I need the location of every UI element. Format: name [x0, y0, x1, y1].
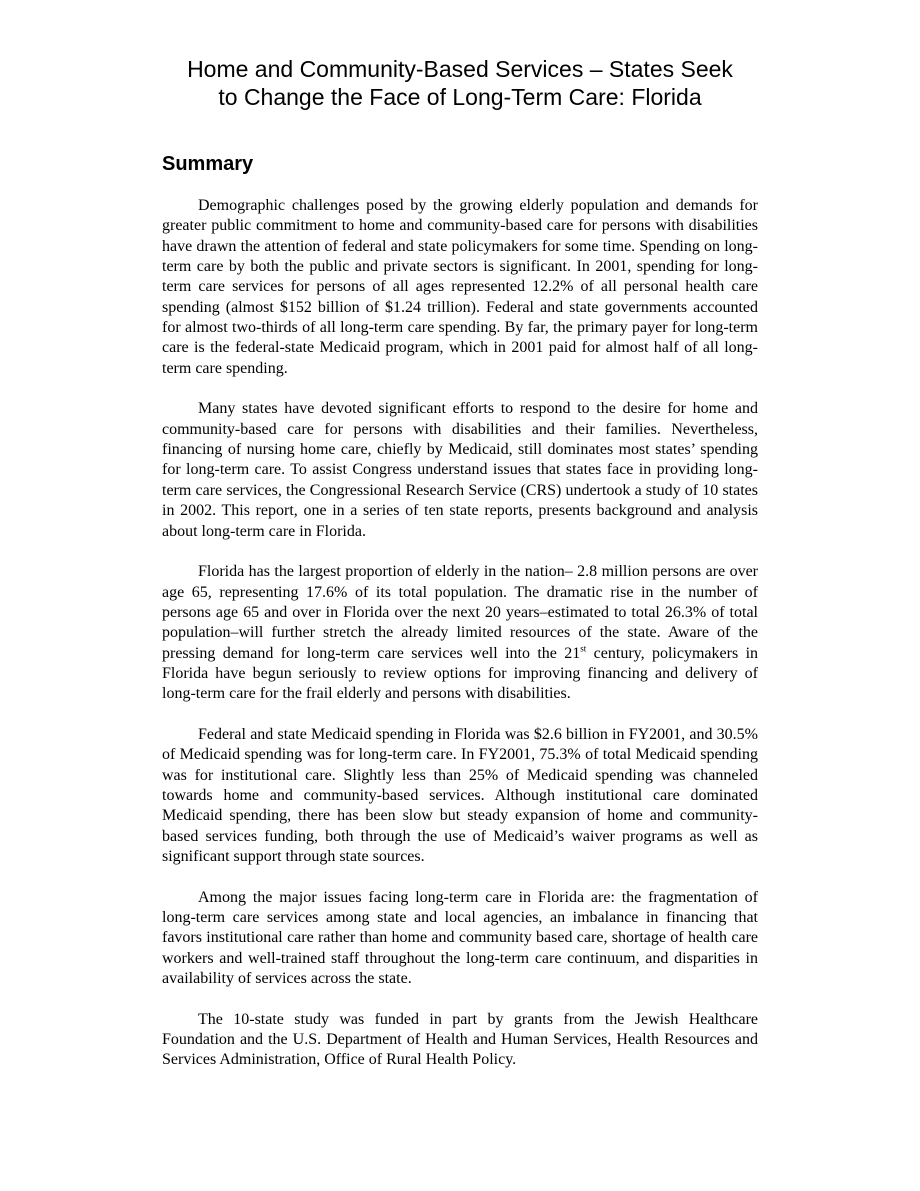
- paragraph-1: Demographic challenges posed by the growing elderly population and demands for greater public commitment to home and community-based care for persons with disabilities have drawn the attention of federal and state policymakers for some time. Spending on long-term care by both the public and private sectors is significant. In 2001, spending for long-term care services for persons of all ages represented 12.2% of all personal health care spending (almost $152 billion of $1.24 trillion). Federal and state governments accounted for almost two-thirds of all long-term care spending. By far, the primary payer for long-term care is the federal-state Medicaid program, which in 2001 paid for almost half of all long-term care spending.: [162, 197, 758, 377]
- paragraph-5: Among the major issues facing long-term care in Florida are: the fragmentation of long-term care services among state and local agencies, an imbalance in financing that favors institutional care rather than home and community based care, shortage of health care workers and well-trained staff throughout the long-term care continuum, and disparities in availability of services across the state.: [162, 888, 758, 988]
- title-line-1: Home and Community-Based Services – States Seek: [187, 56, 733, 82]
- document-page: [162, 55, 758, 1091]
- paragraph-6: The 10-state study was funded in part by grants from the Jewish Healthcare Foundation and the U.S. Department of Health and Human Services, Health Resources and Services Administration, Office of Rural Health Policy.: [162, 1010, 758, 1069]
- paragraph-3-text-a: Florida has the largest proportion of elderly in the nation– 2.8 million persons are over age 65, representing 17.6% of its total population. The dramatic rise in the number of persons age 65 and over in Florida over the next 20 years–estimated to total 26.3% of total population–will further stretch the already limited resources of the state. Aware of the pressing demand for long-term care services well into the 21: [162, 563, 758, 662]
- paragraph-3-text-b: century, policymakers in Florida have begun seriously to review options for improving financing and delivery of long-term care for the frail elderly and persons with disabilities.: [162, 644, 759, 703]
- paragraph-3: [162, 562, 758, 704]
- ordinal-superscript: st: [580, 643, 587, 654]
- summary-body: [162, 196, 758, 1071]
- paragraph-2: Many states have devoted significant efforts to respond to the desire for home and community-based care for persons with disabilities and their families. Nevertheless, financing of nursing home care, chiefly by Medicaid, still dominates most states’ spending for long-term care. To assist Congress understand issues that states face in providing long-term care services, the Congressional Research Service (CRS) undertook a study of 10 states in 2002. This report, one in a series of ten state reports, presents background and analysis about long-term care in Florida.: [162, 400, 758, 540]
- paragraph-4: Federal and state Medicaid spending in Florida was $2.6 billion in FY2001, and 30.5% of Medicaid spending was for long-term care. In FY2001, 75.3% of total Medicaid spending was for institutional care. Slightly less than 25% of Medicaid spending was channeled towards home and community-based services. Although institutional care dominated Medicaid spending, there has been slow but steady expansion of home and community-based services funding, both through the use of Medicaid’s waiver programs as well as significant support through state sources.: [162, 725, 758, 865]
- title-line-2: to Change the Face of Long-Term Care: Florida: [218, 84, 702, 110]
- document-title: [162, 55, 758, 111]
- section-heading-summary: Summary: [162, 153, 254, 175]
